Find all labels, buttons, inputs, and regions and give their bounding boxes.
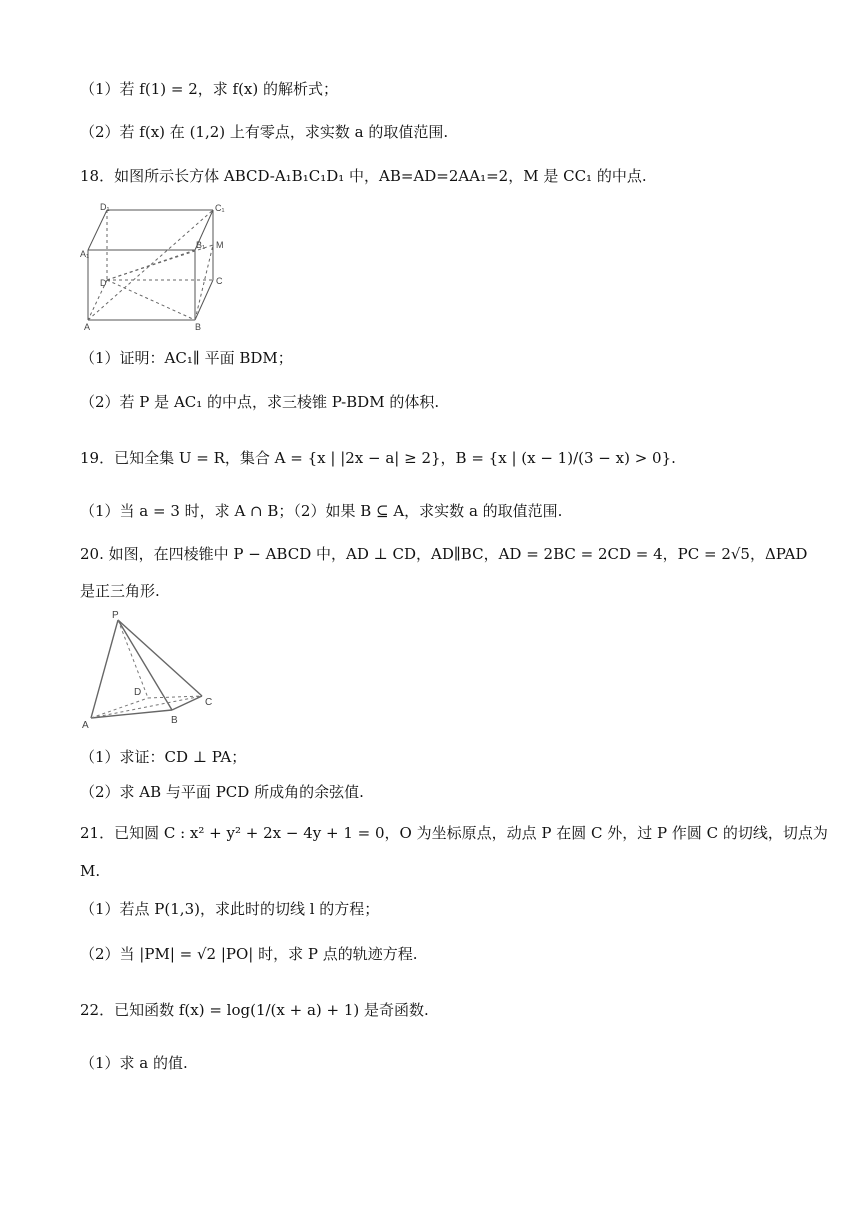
q17-part2: （2）若 f(x) 在 (1,2) 上有零点，求实数 a 的取值范围. [80, 123, 449, 141]
q20-part2: （2）求 AB 与平面 PCD 所成角的余弦值. [80, 783, 364, 801]
label-C: C [216, 276, 223, 286]
label-D: D [100, 278, 107, 288]
label-A: A [82, 720, 89, 731]
q20-part1: （1）求证：CD ⊥ PA； [80, 748, 247, 766]
q18-stem: 18．如图所示长方体 ABCD-A₁B₁C₁D₁ 中，AB=AD=2AA₁=2，M 是 CC₁ 的中点. [80, 167, 647, 185]
q21-stem-line2: M. [80, 862, 101, 880]
label-B: B [171, 715, 178, 726]
q19-parts: （1）当 a = 3 时，求 A ∩ B；（2）如果 B ⊆ A，求实数 a 的取值范围. [80, 502, 563, 520]
q21-part2: （2）当 |PM| = √2 |PO| 时，求 P 点的轨迹方程. [80, 945, 418, 963]
pyramid-figure [80, 610, 230, 734]
q22-part1: （1）求 a 的值. [80, 1054, 188, 1072]
label-C1: C₁ [215, 203, 225, 213]
cuboid-figure [80, 202, 230, 332]
q19-stem: 19．已知全集 U = R，集合 A = {x | |2x − a| ≥ 2}，B = {x | (x − 1)/(3 − x) > 0}. [80, 449, 676, 467]
q22-stem: 22．已知函数 f(x) = log(1/(x + a) + 1) 是奇函数. [80, 1001, 429, 1019]
q18-part1: （1）证明：AC₁∥ 平面 BDM； [80, 349, 293, 367]
label-B: B [195, 322, 202, 332]
label-D: D [134, 687, 142, 698]
label-B1: B₁ [196, 240, 206, 250]
label-P: P [112, 610, 119, 621]
q21-stem-line1: 21．已知圆 C : x² + y² + 2x − 4y + 1 = 0，O 为坐标原点，动点 P 在圆 C 外，过 P 作圆 C 的切线，切点为 [80, 824, 828, 842]
label-M: M [216, 240, 224, 250]
label-A: A [84, 322, 91, 332]
label-A1: A₁ [80, 249, 90, 259]
q18-part2: （2）若 P 是 AC₁ 的中点，求三棱锥 P-BDM 的体积. [80, 393, 440, 411]
q20-stem-line1: 20. 如图，在四棱锥中 P − ABCD 中，AD ⊥ CD，AD∥BC，AD = 2BC = 2CD = 4，PC = 2√5，ΔPAD [80, 545, 808, 563]
q21-part1: （1）若点 P(1,3)，求此时的切线 l 的方程； [80, 900, 380, 918]
label-C: C [205, 697, 213, 708]
label-D1: D₁ [100, 202, 110, 212]
q20-stem-line2: 是正三角形. [80, 582, 160, 600]
q17-part1: （1）若 f(1) = 2，求 f(x) 的解析式； [80, 80, 339, 98]
